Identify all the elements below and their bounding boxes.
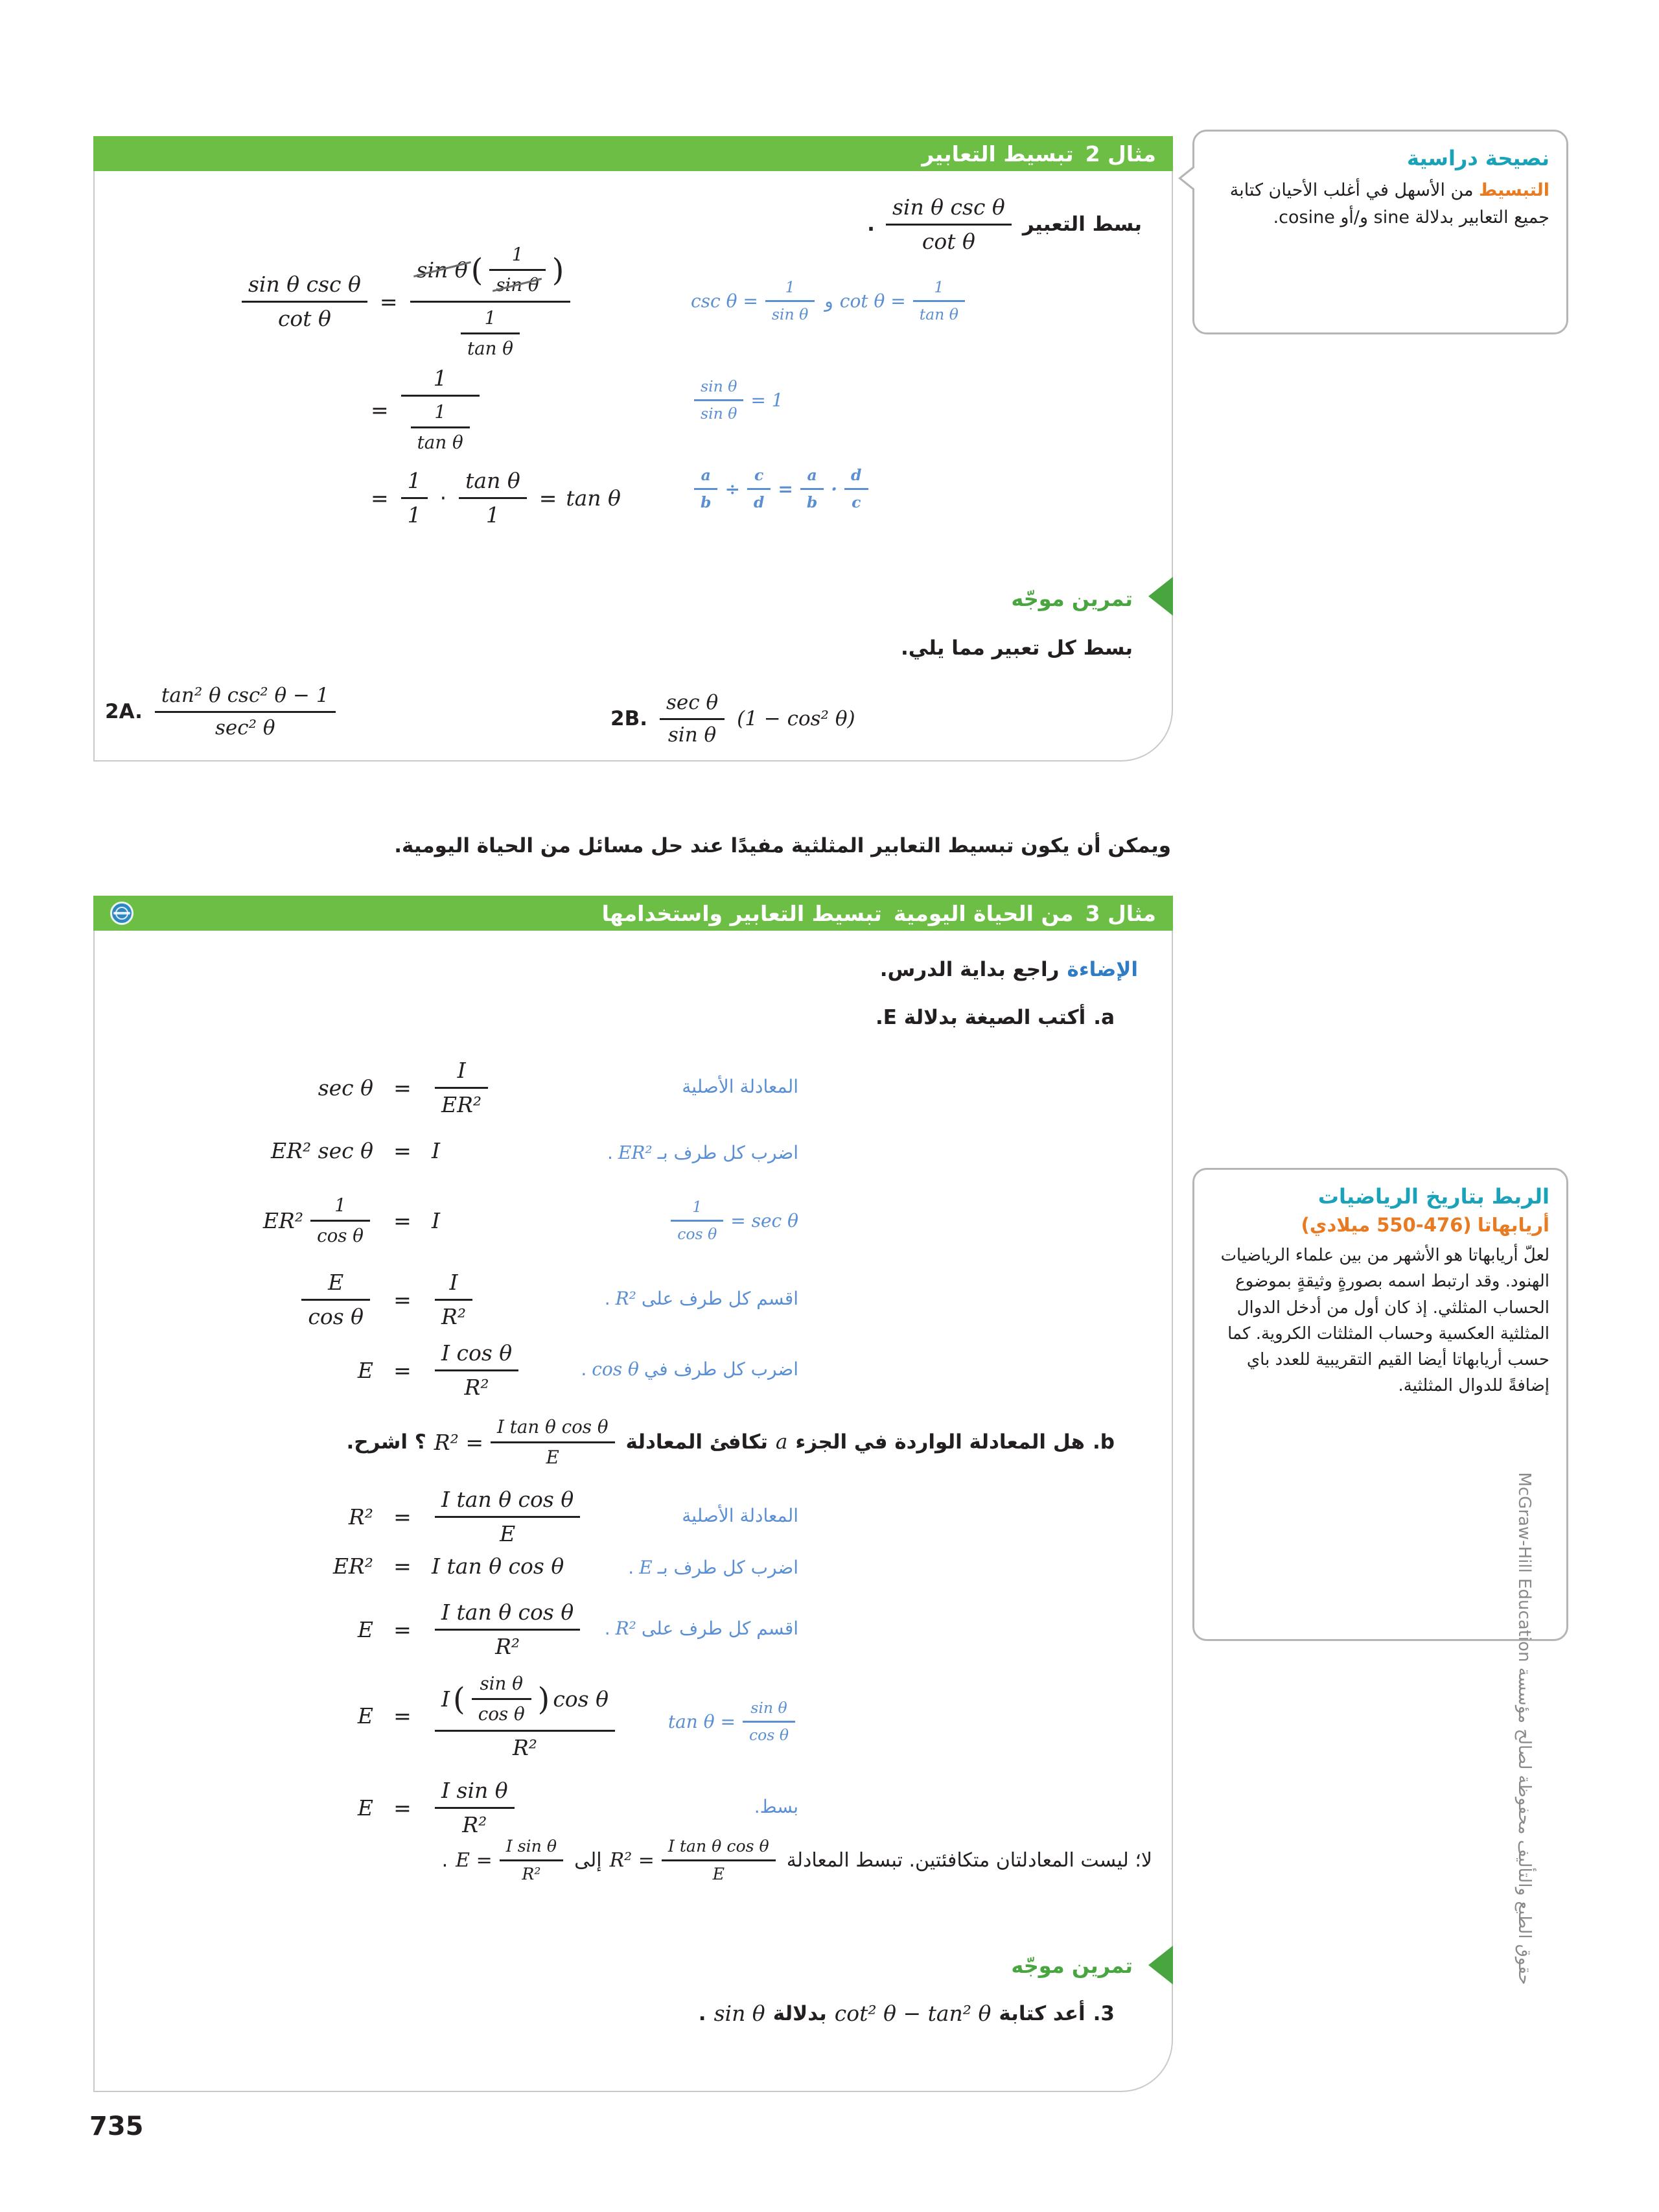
item-label: 2A. — [105, 700, 143, 723]
part-a-label: a. — [1093, 1006, 1115, 1029]
b-step-2 — [185, 1554, 564, 1579]
equals-sign: = — [371, 485, 389, 511]
denominator — [410, 303, 571, 362]
fraction — [435, 1598, 580, 1660]
numerator: sec θ — [660, 690, 725, 720]
fraction — [800, 465, 824, 513]
numerator: 1 — [401, 467, 428, 499]
denominator: R² — [441, 1304, 467, 1329]
annotation-period: . — [628, 1557, 634, 1578]
fraction — [694, 376, 743, 424]
identity-lhs: csc θ = — [691, 290, 758, 312]
equals-sign: = — [393, 1138, 412, 1163]
numerator: sin θ csc θ — [242, 270, 367, 303]
numerator: I — [435, 1056, 488, 1089]
numerator: d — [844, 465, 868, 490]
numerator: I tan θ cos θ — [435, 1485, 580, 1518]
to-word: إلى — [574, 1848, 602, 1872]
denominator: E — [712, 1865, 725, 1883]
a-step-4 — [185, 1268, 476, 1331]
identity-lhs: tan θ = — [667, 1710, 736, 1732]
example3-header — [93, 896, 1173, 931]
fraction — [435, 1776, 515, 1839]
guided-practice-arrow-icon — [1148, 577, 1173, 616]
part-b-text: هل المعادلة الواردة في الجزء — [795, 1430, 1085, 1454]
part-reference: a — [775, 1430, 788, 1454]
item-text: بدلالة — [772, 2001, 827, 2025]
canceled-term: sin θ — [496, 274, 539, 296]
lhs-coefficient: ER² — [262, 1207, 304, 1233]
result: tan θ — [566, 485, 621, 511]
study-tip-body — [1211, 177, 1549, 231]
close-paren: ) — [537, 1682, 550, 1718]
lhs: ER² sec θ — [271, 1138, 373, 1163]
equation-lhs: R² = — [609, 1848, 655, 1872]
item-expression: sin θ — [713, 2001, 765, 2026]
denominator: sec² θ — [215, 716, 275, 739]
fraction — [743, 1697, 795, 1745]
prompt-label: بسط التعبير — [1022, 213, 1142, 236]
example2-prompt-line — [867, 193, 1142, 255]
fraction — [500, 1835, 563, 1885]
annotation-text: اضرب كل طرف بـ — [657, 1142, 798, 1163]
page-number: 735 — [89, 2112, 144, 2141]
a-step-1-annotation — [682, 1076, 798, 1097]
example3-label: مثال 3 — [1085, 900, 1156, 926]
guided-practice-label: تمرين موجّه — [1011, 587, 1133, 611]
multiplication-dot: · — [439, 485, 447, 511]
a-step-2 — [185, 1138, 440, 1163]
expression-tail: (1 − cos² θ) — [737, 707, 855, 730]
factor: cos θ — [553, 1686, 609, 1712]
b-step-4 — [185, 1670, 618, 1762]
fraction — [694, 465, 717, 513]
globe-icon — [110, 902, 133, 925]
identity — [668, 1697, 798, 1745]
rhs: I — [432, 1138, 441, 1163]
example3-conclusion — [442, 1835, 1152, 1885]
denominator: R² — [495, 1634, 520, 1659]
fraction — [461, 306, 520, 360]
item-label: 3. — [1093, 2001, 1115, 2025]
math-history-box — [1192, 1168, 1568, 1641]
study-tip-text: من الأسهل في أغلب الأحيان كتابة جميع التعابير بدلالة sine و/أو cosine. — [1229, 180, 1549, 227]
lhs: E — [357, 1795, 373, 1821]
fraction — [301, 1268, 370, 1331]
denominator: sin θ — [667, 723, 717, 747]
numerator: sin θ csc θ — [886, 193, 1012, 226]
math-history-title: الربط بتاريخ الرياضيات — [1317, 1184, 1549, 1209]
denominator: tan θ — [417, 432, 463, 453]
bridge-paragraph: ويمكن أن يكون تبسيط التعابير المثلثية مفيدًا عند حل مسائل من الحياة اليومية. — [394, 834, 1171, 857]
equals-sign: = — [379, 288, 398, 314]
equals-sign: = — [393, 1207, 412, 1233]
denominator: b — [806, 493, 818, 511]
fraction — [435, 1339, 518, 1401]
equals-sign: = — [371, 397, 389, 423]
annotation-math: R² — [615, 1288, 636, 1309]
part-b-label: b. — [1093, 1430, 1115, 1454]
numerator: 1 — [401, 364, 480, 397]
denominator: cos θ — [677, 1225, 717, 1243]
equals-sign: = — [393, 1075, 412, 1100]
denominator: cot θ — [277, 306, 331, 331]
numerator: sin θ — [472, 1671, 531, 1700]
equals-sign: = — [393, 1616, 412, 1642]
fraction — [401, 467, 428, 529]
equation — [434, 1415, 618, 1469]
denominator: sin θ — [771, 305, 809, 323]
math-history-person-line — [1211, 1214, 1549, 1236]
denominator: b — [701, 493, 712, 511]
person-dates: (476-550 ميلادي) — [1301, 1214, 1472, 1236]
question-tail: ؟ اشرح. — [346, 1430, 426, 1454]
example3-context: من الحياة اليومية — [893, 900, 1074, 926]
guided-practice-arrow-icon — [1148, 1946, 1173, 1985]
practice-item-2a — [105, 682, 339, 741]
identity-rhs: = sec θ — [730, 1209, 798, 1231]
denominator: tan θ — [919, 305, 958, 323]
denominator: c — [852, 493, 861, 511]
example2-box — [93, 136, 1173, 762]
example3-title: تبسيط التعابير واستخدامها — [601, 900, 882, 926]
denominator: R² — [462, 1812, 487, 1837]
study-tip-keyword: التبسيط — [1479, 180, 1549, 200]
numerator — [435, 1670, 615, 1732]
denominator: sin θ — [701, 404, 737, 423]
lead-label: الإضاءة — [1067, 958, 1138, 981]
fraction — [886, 193, 1012, 255]
lhs: E — [357, 1357, 373, 1383]
lhs: E — [357, 1616, 373, 1642]
item-expression: cot² θ − tan² θ — [834, 2001, 992, 2026]
identity-csc — [691, 277, 818, 325]
equals-sign: = — [778, 478, 793, 500]
annotation-text: اضرب كل طرف بـ — [657, 1557, 798, 1578]
example3-lead-line — [880, 958, 1138, 981]
numerator: E — [301, 1268, 370, 1301]
numerator: I tan θ cos θ — [491, 1415, 615, 1443]
numerator: tan² θ csc² θ − 1 — [155, 682, 336, 713]
equals-sign: = — [393, 1795, 412, 1821]
annotation-text: اضرب كل طرف في — [644, 1358, 798, 1380]
b-step-3-annotation — [605, 1618, 798, 1639]
part-b-text: تكافئ المعادلة — [625, 1430, 768, 1454]
denominator: E — [500, 1521, 516, 1546]
a-step-3 — [185, 1193, 440, 1248]
annotation-text: المعادلة الأصلية — [682, 1076, 798, 1097]
lhs: R² — [348, 1504, 373, 1530]
numerator: I sin θ — [500, 1835, 563, 1861]
fraction — [491, 1415, 615, 1469]
identity-lhs: cot θ = — [839, 290, 906, 312]
annotation-math: cos θ — [592, 1358, 639, 1380]
fraction — [310, 1193, 370, 1248]
multiplication-dot: · — [831, 478, 838, 500]
numerator: 1 — [671, 1196, 723, 1222]
fraction — [844, 465, 868, 513]
numerator: I sin θ — [435, 1776, 515, 1809]
denominator: d — [753, 493, 765, 511]
practice-item-2b — [610, 690, 855, 748]
fraction — [435, 1268, 472, 1331]
denominator: tan θ — [467, 338, 513, 359]
equation-lhs: R² = — [434, 1429, 483, 1455]
equals-sign: = — [393, 1554, 412, 1579]
fraction — [435, 1485, 580, 1548]
b-step-5-annotation — [754, 1796, 798, 1817]
fraction — [662, 1835, 776, 1885]
fraction — [765, 277, 815, 325]
example3-part-a-line — [876, 1006, 1115, 1029]
fraction — [411, 400, 470, 454]
b-step-4-annotation — [668, 1697, 798, 1745]
denominator: cos θ — [317, 1225, 364, 1246]
period: . — [867, 213, 875, 236]
annotation-math: E — [639, 1557, 653, 1578]
equals-sign: = — [393, 1357, 412, 1383]
a-step-4-annotation — [605, 1288, 798, 1309]
equals-sign: = — [393, 1703, 412, 1729]
identity-cot — [840, 277, 968, 325]
denominator: 1 — [407, 502, 421, 528]
example3-part-b-line — [346, 1415, 1115, 1469]
practice-item-3 — [699, 2001, 1115, 2026]
denominator: cos θ — [308, 1304, 364, 1329]
fraction — [472, 1671, 531, 1726]
lead-text: راجع بداية الدرس. — [879, 958, 1060, 981]
annotation-text: اقسم كل طرف على — [641, 1618, 798, 1639]
fraction — [747, 465, 771, 513]
numerator: tan θ — [459, 467, 527, 499]
item-label: 2B. — [610, 707, 647, 730]
fraction — [155, 682, 336, 741]
denominator: R² — [522, 1865, 541, 1883]
fraction — [435, 1056, 488, 1119]
example3-guided-practice-title — [1011, 1953, 1133, 1978]
open-paren: ( — [453, 1682, 465, 1718]
fraction — [401, 364, 480, 456]
instruction-text: بسط كل تعبير مما يلي. — [900, 636, 1133, 660]
equation-lhs: E = — [456, 1848, 493, 1872]
conclusion-text: لا؛ ليست المعادلتان متكافئتين. تبسط المعادلة — [786, 1848, 1152, 1872]
denominator: R² — [512, 1735, 538, 1760]
annotation-text: اقسم كل طرف على — [641, 1288, 798, 1309]
numerator: 1 — [461, 306, 520, 334]
a-step-2-annotation — [607, 1142, 798, 1163]
period: . — [698, 2001, 706, 2025]
annotation-math: R² — [615, 1618, 636, 1639]
item-text: أعد كتابة — [999, 2001, 1085, 2025]
example2-header — [93, 136, 1173, 171]
example2-step2 — [371, 364, 483, 456]
numerator: 1 — [310, 1193, 370, 1222]
fraction — [459, 467, 527, 529]
numerator: I tan θ cos θ — [435, 1598, 580, 1631]
period: . — [441, 1848, 448, 1872]
copyright-vertical-text: حقوق الطبع والتأليف محفوظة لصالح مؤسسة McGraw-Hill Education — [1514, 1472, 1534, 1985]
lhs: ER² — [332, 1554, 373, 1579]
fraction — [660, 690, 725, 748]
example2-guided-practice-title — [1011, 587, 1133, 611]
b-step-5 — [185, 1776, 518, 1839]
equation — [610, 1835, 779, 1885]
example2-step3-annotation — [691, 465, 872, 513]
annotation-text: المعادلة الأصلية — [682, 1505, 798, 1526]
lhs: E — [357, 1703, 373, 1729]
b-step-3 — [185, 1598, 583, 1660]
example2-step1-annotation — [691, 277, 968, 325]
numerator: c — [747, 465, 771, 490]
numerator: 1 — [765, 277, 815, 302]
open-paren: ( — [470, 253, 483, 289]
numerator: sin θ — [694, 376, 743, 401]
denominator — [489, 271, 545, 297]
a-step-3-annotation — [667, 1196, 798, 1244]
fraction — [671, 1196, 723, 1244]
denominator: E — [546, 1447, 559, 1468]
canceled-term: sin θ — [416, 257, 468, 283]
identity — [691, 376, 783, 424]
equals-sign: = — [393, 1286, 412, 1312]
numerator: 1 — [411, 400, 470, 428]
numerator: a — [694, 465, 717, 490]
numerator: a — [800, 465, 824, 490]
identity — [667, 1196, 798, 1244]
equals-sign: = — [393, 1504, 412, 1530]
example2-step2-annotation — [691, 376, 783, 424]
study-tip-title: نصيحة دراسية — [1407, 146, 1549, 170]
lhs: sec θ — [318, 1075, 373, 1100]
guided-practice-label: تمرين موجّه — [1011, 1953, 1133, 1978]
numerator: I cos θ — [435, 1339, 518, 1371]
coefficient: I — [441, 1686, 450, 1712]
fraction — [913, 277, 965, 325]
example2-step3 — [371, 467, 621, 529]
annotation-period: . — [604, 1618, 610, 1639]
b-step-1 — [185, 1485, 583, 1548]
numerator: I tan θ cos θ — [662, 1835, 776, 1861]
study-tip-box — [1192, 130, 1568, 334]
denominator: cos θ — [748, 1726, 789, 1744]
numerator — [410, 241, 571, 303]
denominator: R² — [464, 1375, 489, 1400]
division-rule — [691, 465, 872, 513]
a-step-5-annotation — [581, 1358, 798, 1380]
fraction — [489, 242, 545, 297]
example2-step1 — [238, 241, 574, 362]
close-paren: ) — [551, 253, 564, 289]
denominator — [401, 397, 480, 456]
annotation-text: بسط. — [754, 1796, 798, 1817]
example3-box — [93, 896, 1173, 2092]
callout-tail-icon — [1178, 165, 1194, 191]
division-sign: ÷ — [725, 478, 740, 500]
fraction — [242, 270, 367, 332]
annotation-period: . — [604, 1288, 610, 1309]
big-fraction — [435, 1670, 615, 1762]
example2-practice-instruction — [901, 636, 1133, 660]
denominator: cos θ — [478, 1703, 525, 1725]
prompt-expression — [883, 193, 1015, 255]
rhs: I — [432, 1207, 441, 1233]
a-step-5 — [185, 1339, 522, 1401]
denominator: cot θ — [922, 229, 975, 254]
equals-sign: = — [539, 485, 557, 511]
and-word: و — [824, 290, 833, 312]
part-a-text: أكتب الصيغة بدلالة E. — [875, 1006, 1086, 1029]
denominator: 1 — [485, 502, 500, 528]
equation — [456, 1835, 566, 1885]
annotation-math: ER² — [618, 1142, 653, 1163]
b-step-2-annotation — [628, 1557, 798, 1578]
big-fraction — [410, 241, 571, 362]
identity-rhs: = 1 — [750, 389, 783, 411]
example2-title: تبسيط التعابير — [922, 141, 1074, 167]
example2-label: مثال 2 — [1085, 141, 1156, 167]
a-step-1 — [185, 1056, 491, 1119]
numerator: 1 — [913, 277, 965, 302]
annotation-period: . — [607, 1142, 613, 1163]
math-history-body: لعلّ أريابهاتا هو الأشهر من بين علماء الرياضيات الهنود. وقد ارتبط اسمه بصورةٍ وثيقةٍ بموضوع الحساب المثلثي. إذ كان أول من أدخل الدوال المثلثية العكسية وحساب المثلثات الكروية. كما حسب أريابهاتا أيضا القيم التقريبية للعدد باي إضافةً للدوال المثلثية. — [1220, 1246, 1549, 1396]
rhs: I tan θ cos θ — [432, 1554, 564, 1579]
numerator: sin θ — [743, 1697, 795, 1723]
person-name: أريابهاتا — [1477, 1214, 1549, 1236]
denominator: ER² — [441, 1092, 482, 1117]
annotation-period: . — [581, 1358, 587, 1380]
b-step-1-annotation — [682, 1505, 798, 1526]
numerator: I — [435, 1268, 472, 1301]
numerator: 1 — [489, 242, 545, 271]
